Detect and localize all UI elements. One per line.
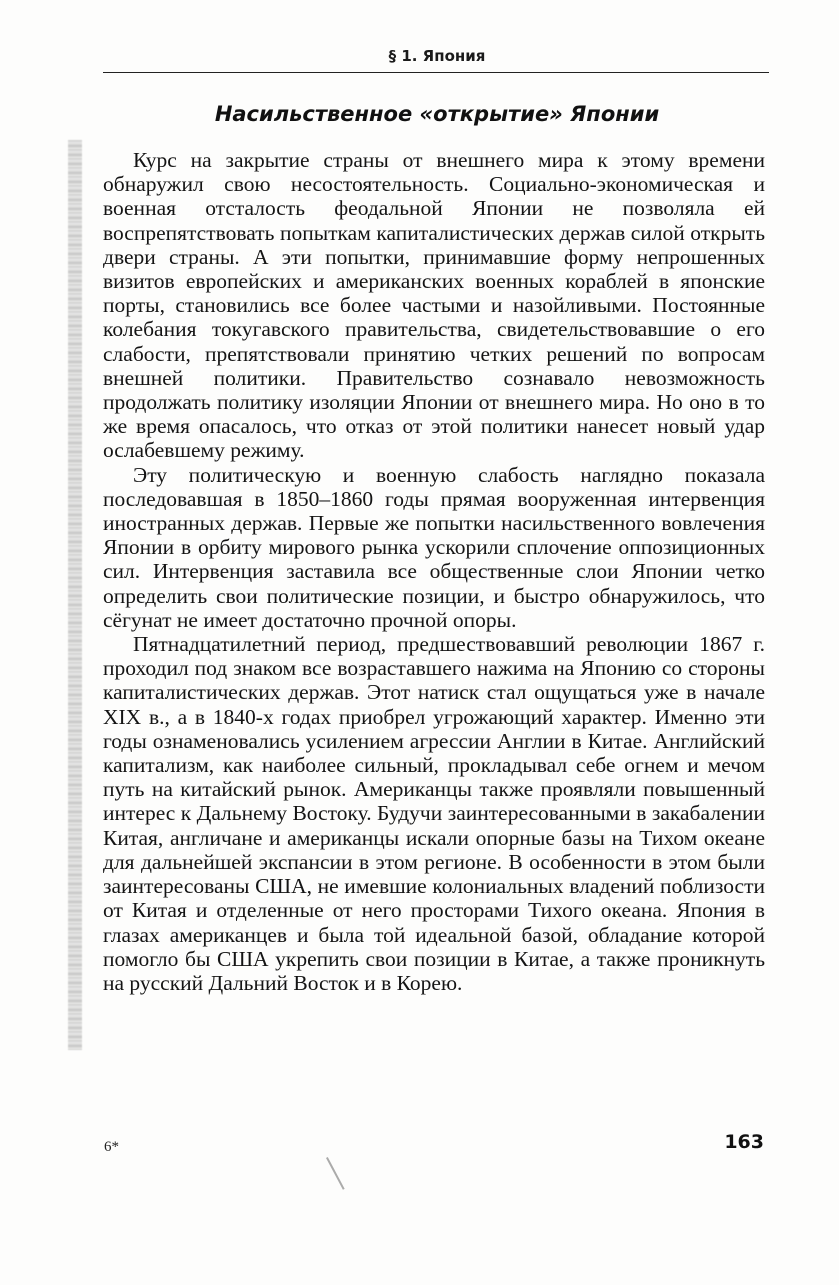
paragraph-2: Эту политическую и военную слабость наглядно показала последовавшая в 1850–1860 годы прямая вооруженная интервенция иностранных держав. Первые же попытки насильственного вовлечения Японии в орбиту мирового рынка ускорили сплочение оппозиционных сил. Интервенция заставила все общественные слои Японии четко определить свои политические позиции, и быстро обнаружилось, что сёгунат не имеет достаточно прочной опоры. (103, 462, 765, 632)
binding-shadow (68, 140, 82, 1050)
printer-signature: 6* (104, 1139, 119, 1155)
section-title: Насильственное «открытие» Японии (214, 102, 660, 126)
body-text (103, 148, 765, 995)
running-head: § 1. Япония (388, 47, 486, 65)
paragraph-3: Пятнадцатилетний период, предшествовавший революции 1867 г. проходил под знаком все возраставшего нажима на Японию со стороны капиталистических держав. Этот натиск стал ощущаться уже в начале XIX в., а в 1840-х годах приобрел угрожающий характер. Именно эти годы ознаменовались усилением агрессии Англии в Китае. Английский капитализм, как наиболее сильный, прокладывал себе огнем и мечом путь на китайский рынок. Американцы также проявляли повышенный интерес к Дальнему Востоку. Будучи заинтересованными в закабалении Китая, англичане и американцы искали опорные базы на Тихом океане для дальнейшей экспансии в этом регионе. В особенности в этом были заинтересованы США, не имевшие колониальных владений поблизости от Китая и отделенные от него просторами Тихого океана. Япония в глазах американцев и была той идеальной базой, обладание которой помогло бы США укрепить свои позиции в Китае, а также проникнуть на русский Дальний Восток и в Корею. (103, 632, 765, 995)
paragraph-1: Курс на закрытие страны от внешнего мира к этому времени обнаружил свою несостоятельность. Социально-экономическая и военная отсталость феодальной Японии не позволяла ей воспрепятствовать попыткам капиталистических держав силой открыть двери страны. А эти попытки, принимавшие форму непрошенных визитов европейских и американских военных кораблей в японские порты, становились все более частыми и назойливыми. Постоянные колебания токугавского правительства, свидетельствовавшие о его слабости, препятствовали принятию четких решений по вопросам внешней политики. Правительство сознавало невозможность продолжать политику изоляции Японии от внешнего мира. Но оно в то же время опасалось, что отказ от этой политики нанесет новый удар ослабевшему режиму. (103, 148, 765, 463)
header-rule (103, 72, 769, 73)
page-number: 163 (724, 1131, 764, 1153)
stray-pen-mark (326, 1157, 345, 1190)
